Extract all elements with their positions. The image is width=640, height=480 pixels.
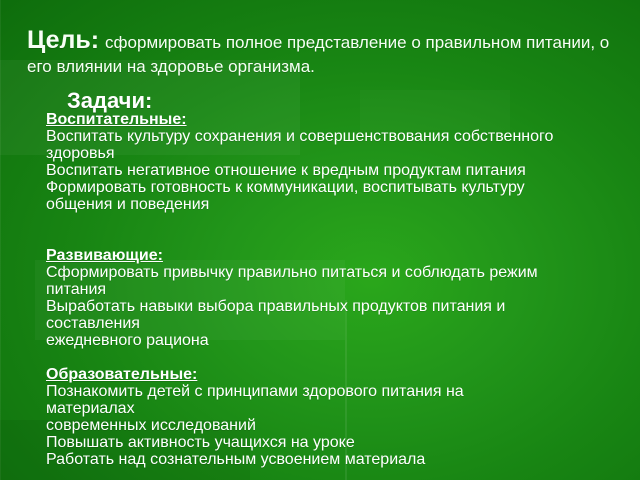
goal-text: сформировать полное представление о правильном питании, о его влиянии на здоровье организма.	[27, 33, 610, 76]
educational-line: общения и поведения	[46, 196, 210, 213]
educational-line: здоровья	[46, 145, 115, 162]
instructional-line: Повышать активность учащихся на уроке	[46, 434, 355, 451]
educational-line: Воспитать негативное отношение к вредным продуктам питания	[46, 162, 526, 179]
instructional-line: Работать над сознательным усвоением материала	[46, 451, 426, 468]
instructional-line: Познакомить детей с принципами здорового питания на	[46, 383, 464, 400]
developmental-line: Сформировать привычку правильно питаться и соблюдать режим	[46, 264, 538, 281]
instructional-line: материалах	[46, 400, 135, 417]
section-spacer	[46, 213, 616, 230]
goal-statement	[27, 28, 617, 79]
educational-section	[46, 111, 616, 213]
tasks-title: Задачи:	[67, 88, 153, 113]
developmental-section	[46, 247, 616, 349]
section-spacer	[46, 230, 616, 247]
educational-heading: Воспитательные:	[46, 111, 187, 128]
section-spacer	[46, 349, 616, 366]
educational-line: Воспитать культуру сохранения и совершенствования собственного	[46, 128, 554, 145]
developmental-line: Выработать навыки выбора правильных продуктов питания и	[46, 298, 506, 315]
tasks-content	[46, 111, 616, 468]
developmental-line: составления	[46, 315, 140, 332]
instructional-heading: Образовательные:	[46, 366, 198, 383]
developmental-line: ежедневного рациона	[46, 332, 209, 349]
instructional-section	[46, 366, 616, 468]
goal-label: Цель:	[27, 26, 100, 54]
educational-line: Формировать готовность к коммуникации, воспитывать культуру	[46, 179, 525, 196]
developmental-heading: Развивающие:	[46, 247, 163, 264]
instructional-line: современных исследований	[46, 417, 256, 434]
developmental-line: питания	[46, 281, 107, 298]
